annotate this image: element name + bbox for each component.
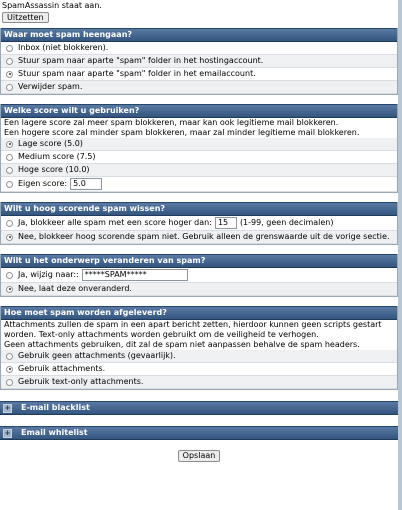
blacklist-title: E-mail blacklist: [21, 403, 90, 412]
section-score: [0, 104, 398, 193]
option-label: Verwijder spam.: [18, 82, 83, 91]
score-description-1: Een lagere score zal meer spam blokkeren, maar kan ook legitieme mail blokkeren.: [4, 118, 339, 127]
whitelist-title: Email whitelist: [21, 428, 88, 437]
section-subject: [0, 254, 398, 297]
score-option-high[interactable]: [1, 164, 397, 177]
high-score-option-no[interactable]: [1, 231, 397, 244]
score-option-medium[interactable]: [1, 151, 397, 164]
radio-attachments[interactable]: [6, 366, 13, 373]
right-border: [398, 0, 402, 510]
section-destination-title: Waar moet spam heengaan?: [1, 28, 397, 42]
option-label: Medium score (7.5): [18, 152, 96, 161]
section-delivery-title: Hoe moet spam worden afgeleverd?: [1, 306, 397, 320]
radio-custom-score[interactable]: [6, 181, 13, 188]
custom-score-input[interactable]: 5.0: [70, 178, 102, 190]
delivery-description-2: worden. Text-only attachments worden gebruikt om de veiligheid te verhogen.: [4, 330, 319, 339]
option-label: Gebruik geen attachments (gevaarlijk).: [18, 351, 176, 360]
whitelist-toggle[interactable]: [0, 426, 398, 440]
option-label: Stuur spam naar aparte "spam" folder in het hostingaccount.: [18, 56, 264, 65]
score-option-custom[interactable]: [1, 177, 397, 192]
score-description-2: Een hogere score zal minder spam blokkeren, maar zal minder legitieme mail blokkeren.: [4, 128, 360, 137]
option-label: Gebruik attachments.: [18, 364, 106, 373]
radio-email-folder[interactable]: [6, 71, 13, 78]
radio-medium-score[interactable]: [6, 154, 13, 161]
delivery-description-3: Geen attachments gebruiken, dit zal de spam niet aanpassen behalve de spam headers.: [4, 340, 360, 349]
radio-high-score[interactable]: [6, 167, 13, 174]
destination-option-inbox[interactable]: [1, 42, 397, 55]
section-delivery: [0, 306, 398, 390]
option-label: Stuur spam naar aparte "spam" folder in het emailaccount.: [18, 69, 256, 78]
radio-no-attachments[interactable]: [6, 353, 13, 360]
option-label: Hoge score (10.0): [18, 165, 90, 174]
option-label: Ja, blokkeer alle spam met een score hoger dan:: [18, 218, 212, 227]
option-label: Nee, blokkeer hoog scorende spam niet. Gebruik alleen de grenswaarde uit de vorige sectie.: [18, 232, 390, 241]
radio-hosting-folder[interactable]: [6, 58, 13, 65]
turn-off-button[interactable]: Uitzetten: [2, 12, 49, 23]
radio-text-only-attachments[interactable]: [6, 379, 13, 386]
option-label: Ja, wijzig naar::: [18, 270, 79, 279]
radio-keep-subject[interactable]: [6, 286, 13, 293]
delivery-option-text-only[interactable]: [1, 376, 397, 389]
option-label: Gebruik text-only attachments.: [18, 377, 144, 386]
high-score-threshold-input[interactable]: 15: [215, 217, 237, 229]
section-score-title: Welke score wilt u gebruiken?: [1, 104, 397, 118]
delivery-description-1: Attachments zullen de spam in een apart bericht zetten, hierdoor kunnen geen scripts gestart: [4, 320, 382, 329]
destination-option-hosting-folder[interactable]: [1, 55, 397, 68]
radio-inbox[interactable]: [6, 45, 13, 52]
section-high-score-delete: [0, 202, 398, 245]
option-label: Lage score (5.0): [18, 139, 83, 148]
delivery-option-no-attachments[interactable]: [1, 350, 397, 363]
radio-low-score[interactable]: [6, 141, 13, 148]
delivery-option-attachments[interactable]: [1, 363, 397, 376]
option-label: Nee, laat deze onveranderd.: [18, 284, 132, 293]
subject-prefix-input[interactable]: *****SPAM*****: [82, 269, 188, 281]
threshold-hint: (1-99, geen decimalen): [239, 218, 334, 227]
section-subject-title: Wilt u het onderwerp veranderen van spam?: [1, 254, 397, 268]
subject-option-no[interactable]: [1, 283, 397, 296]
save-button[interactable]: Opslaan: [178, 450, 221, 462]
radio-change-subject[interactable]: [6, 272, 13, 279]
expand-plus-icon[interactable]: +: [4, 428, 11, 437]
radio-delete-high-score[interactable]: [6, 220, 13, 227]
subject-option-yes[interactable]: [1, 268, 397, 283]
radio-delete[interactable]: [6, 84, 13, 91]
high-score-option-yes[interactable]: [1, 216, 397, 231]
score-option-low[interactable]: [1, 138, 397, 151]
option-label: Inbox (niet blokkeren).: [18, 43, 109, 52]
section-high-score-title: Wilt u hoog scorende spam wissen?: [1, 202, 397, 216]
expand-plus-icon[interactable]: +: [4, 403, 11, 412]
radio-keep-high-score[interactable]: [6, 234, 13, 241]
status-text: SpamAssassin staat aan.: [2, 1, 102, 10]
section-destination: [0, 28, 398, 95]
destination-option-delete[interactable]: [1, 81, 397, 94]
blacklist-toggle[interactable]: [0, 401, 398, 415]
destination-option-email-folder[interactable]: [1, 68, 397, 81]
option-label: Eigen score:: [18, 179, 68, 188]
